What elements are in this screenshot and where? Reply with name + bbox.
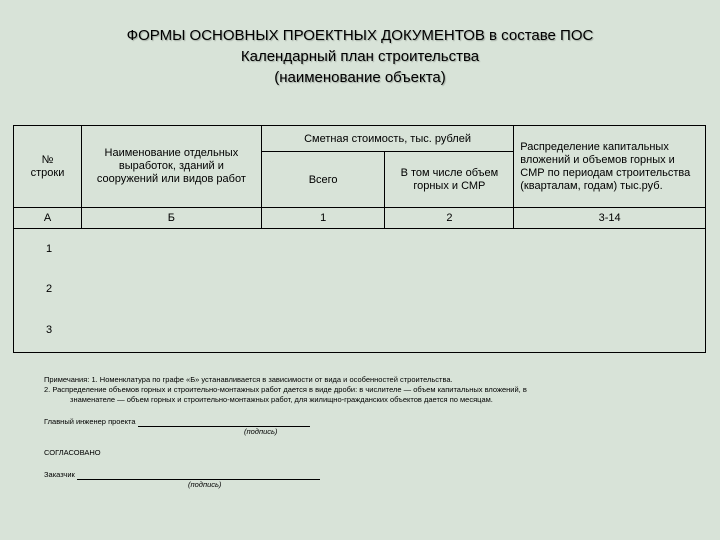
- customer-signature-hint: (подпись): [188, 480, 222, 489]
- header-name: [81, 126, 261, 208]
- notes: [44, 375, 704, 405]
- index-cell: 3-14: [514, 208, 706, 229]
- customer-signature: [44, 470, 320, 489]
- header-cost: Сметная стоимость, тыс. рублей: [261, 126, 514, 152]
- row-label: 1: [14, 229, 706, 269]
- agreed-label: СОГЛАСОВАНО: [44, 448, 101, 457]
- header-row-number-label: № строки: [30, 153, 65, 179]
- row-label: 2: [14, 269, 706, 309]
- chief-engineer-label: Главный инженер проекта: [44, 417, 136, 426]
- calendar-plan-table: [13, 125, 706, 353]
- chief-engineer-signature: [44, 417, 310, 436]
- header-total: Всего: [261, 152, 385, 208]
- note-1: Примечания: 1. Номенклатура по графе «Б» устанавливается в зависимости от вида и особенностей строительства.: [44, 375, 453, 384]
- chief-signature-hint: (подпись): [244, 427, 278, 436]
- doc-title-line3: (наименование объекта): [274, 69, 446, 86]
- row-label: 3: [14, 309, 706, 353]
- header-distribution-label: Распределение капитальных вложений и объемов горных и СМР по периодам строительства (кварталам, годам) тыс.руб.: [520, 140, 691, 192]
- header-row-number: [14, 126, 82, 208]
- index-cell: Б: [81, 208, 261, 229]
- doc-title-line1: ФОРМЫ ОСНОВНЫХ ПРОЕКТНЫХ ДОКУМЕНТОВ в составе ПОС: [126, 27, 594, 44]
- table-row: [14, 309, 706, 353]
- note-2-continued: знаменателе — объем горных и строительно-монтажных работ, для жилищно-гражданских объектов дается по месяцам.: [70, 395, 493, 404]
- header-distribution: [514, 126, 706, 208]
- header-name-label: Наименование отдельных выработок, зданий и сооружений или видов работ: [96, 147, 246, 185]
- header-included: [385, 152, 514, 208]
- index-cell: 1: [261, 208, 385, 229]
- index-cell: 2: [385, 208, 514, 229]
- column-index-row: [14, 208, 706, 229]
- header-included-label: В том числе объем горных и СМР: [400, 166, 499, 192]
- table-row: [14, 269, 706, 309]
- customer-label: Заказчик: [44, 470, 75, 479]
- note-2: 2. Распределение объемов горных и строительно-монтажных работ дается в виде дроби: в числителе — объем капитальных вложений, в: [44, 385, 527, 394]
- index-cell: А: [14, 208, 82, 229]
- table-row: [14, 229, 706, 269]
- doc-title-line2: Календарный план строительства: [240, 48, 480, 65]
